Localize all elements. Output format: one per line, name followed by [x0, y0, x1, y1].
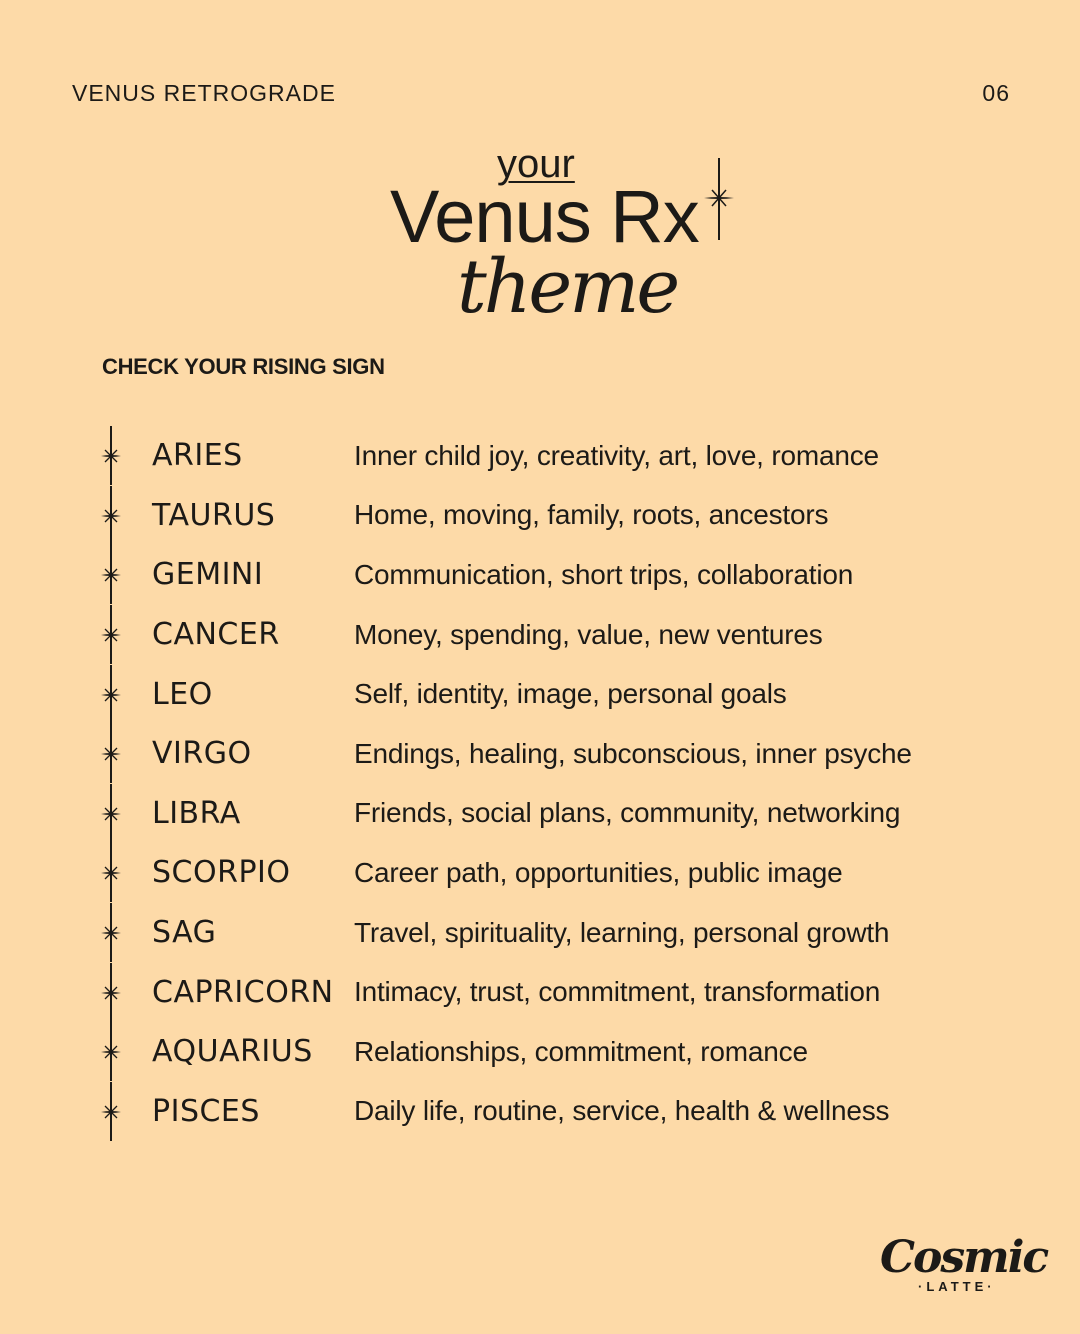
- list-item: [98, 486, 998, 546]
- sign-name: ARIES: [152, 438, 243, 474]
- sign-name: LIBRA: [152, 795, 241, 831]
- header-title: VENUS RETROGRADE: [72, 80, 336, 106]
- sign-name: TAURUS: [152, 497, 276, 533]
- sign-theme: Inner child joy, creativity, art, love, romance: [354, 439, 879, 471]
- list-item: [98, 962, 998, 1022]
- list-item: [98, 903, 998, 963]
- sparkle-icon: [98, 903, 128, 962]
- page-number: 06: [982, 80, 1010, 106]
- sign-name: CANCER: [152, 617, 280, 653]
- sign-theme: Home, moving, family, roots, ancestors: [354, 499, 829, 531]
- sign-name: LEO: [152, 676, 213, 712]
- sign-name: AQUARIUS: [152, 1034, 313, 1070]
- title-your: your: [497, 142, 575, 186]
- sign-name: GEMINI: [152, 557, 264, 593]
- sign-name: VIRGO: [152, 736, 252, 772]
- sparkle-icon: [98, 784, 128, 843]
- sparkle-icon: [98, 843, 128, 902]
- sparkle-icon: [98, 426, 128, 485]
- title-theme: theme: [457, 244, 678, 330]
- sign-name: CAPRICORN: [152, 974, 334, 1010]
- list-item: [98, 724, 998, 784]
- sign-theme: Relationships, commitment, romance: [354, 1035, 808, 1067]
- list-item: [98, 545, 998, 605]
- sign-list: [98, 426, 998, 1141]
- list-item: [98, 784, 998, 844]
- sparkle-icon: [98, 724, 128, 783]
- sign-theme: Friends, social plans, community, networking: [354, 797, 901, 829]
- logo-subtitle: ·LATTE·: [918, 1279, 996, 1294]
- sign-name: SCORPIO: [152, 855, 291, 891]
- sign-theme: Career path, opportunities, public image: [354, 856, 843, 888]
- sign-theme: Communication, short trips, collaboration: [354, 558, 854, 590]
- sparkle-icon: [98, 1082, 128, 1141]
- brand-logo: [880, 1232, 1048, 1296]
- list-item: [98, 426, 998, 486]
- list-item: [98, 664, 998, 724]
- list-item: [98, 1022, 998, 1082]
- sign-theme: Money, spending, value, new ventures: [354, 618, 823, 650]
- sparkle-icon: [98, 545, 128, 604]
- sign-theme: Intimacy, trust, commitment, transformation: [354, 976, 881, 1008]
- sign-theme: Endings, healing, subconscious, inner psyche: [354, 737, 912, 769]
- sparkle-icon: [98, 1022, 128, 1081]
- logo-wordmark: Cosmic: [880, 1232, 1048, 1283]
- sign-name: SAG: [152, 915, 217, 951]
- sparkle-icon: [702, 158, 736, 240]
- subheading: CHECK YOUR RISING SIGN: [102, 354, 385, 379]
- sparkle-icon: [98, 665, 128, 724]
- sparkle-icon: [98, 605, 128, 664]
- sparkle-icon: [98, 486, 128, 545]
- sparkle-icon: [98, 963, 128, 1022]
- list-item: [98, 843, 998, 903]
- sign-theme: Daily life, routine, service, health & wellness: [354, 1095, 890, 1127]
- sign-theme: Travel, spirituality, learning, personal growth: [354, 916, 890, 948]
- title-main: Venus Rx: [390, 175, 699, 258]
- list-item: [98, 605, 998, 665]
- sign-theme: Self, identity, image, personal goals: [354, 678, 787, 710]
- sign-name: PISCES: [152, 1093, 260, 1129]
- list-item: [98, 1082, 998, 1142]
